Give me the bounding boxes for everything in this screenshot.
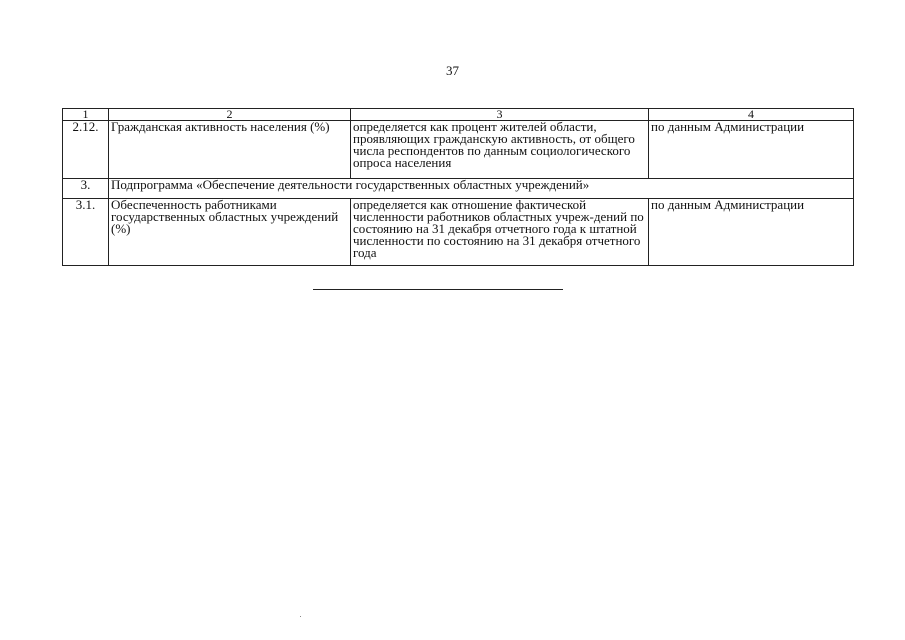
column-header-4: 4	[649, 109, 854, 121]
row-number: 3.1.	[63, 199, 109, 266]
end-of-document-rule	[313, 289, 563, 290]
row-number: 3.	[63, 179, 109, 199]
page-number: 37	[446, 63, 459, 78]
column-header-3: 3	[351, 109, 649, 121]
table-row	[63, 199, 854, 266]
column-header-2: 2	[109, 109, 351, 121]
data-source: по данным Администрации	[649, 121, 854, 179]
data-source: по данным Администрации	[649, 199, 854, 266]
indicator-name: Гражданская активность населения (%)	[109, 121, 351, 179]
row-number: 2.12.	[63, 121, 109, 179]
table-row	[63, 121, 854, 179]
table-row-subprogram	[63, 179, 854, 199]
indicator-name: Обеспеченность работниками государственных областных учреждений (%)	[109, 199, 351, 266]
subprogram-title: Подпрограмма «Обеспечение деятельности государственных областных учреждений»	[109, 179, 854, 199]
column-header-1: 1	[63, 109, 109, 121]
table-header-row	[63, 109, 854, 121]
indicators-table	[62, 108, 854, 266]
calculation-method: определяется как отношение фактической численности работников областных учреж-дений по состоянию на 31 декабря отчетного года к штатной численности по состоянию на 31 декабря отчетного года	[351, 199, 649, 266]
calculation-method: определяется как процент жителей области, проявляющих гражданскую активность, от общего числа респондентов по данным социологического опроса населения	[351, 121, 649, 179]
scan-speck	[300, 616, 301, 617]
